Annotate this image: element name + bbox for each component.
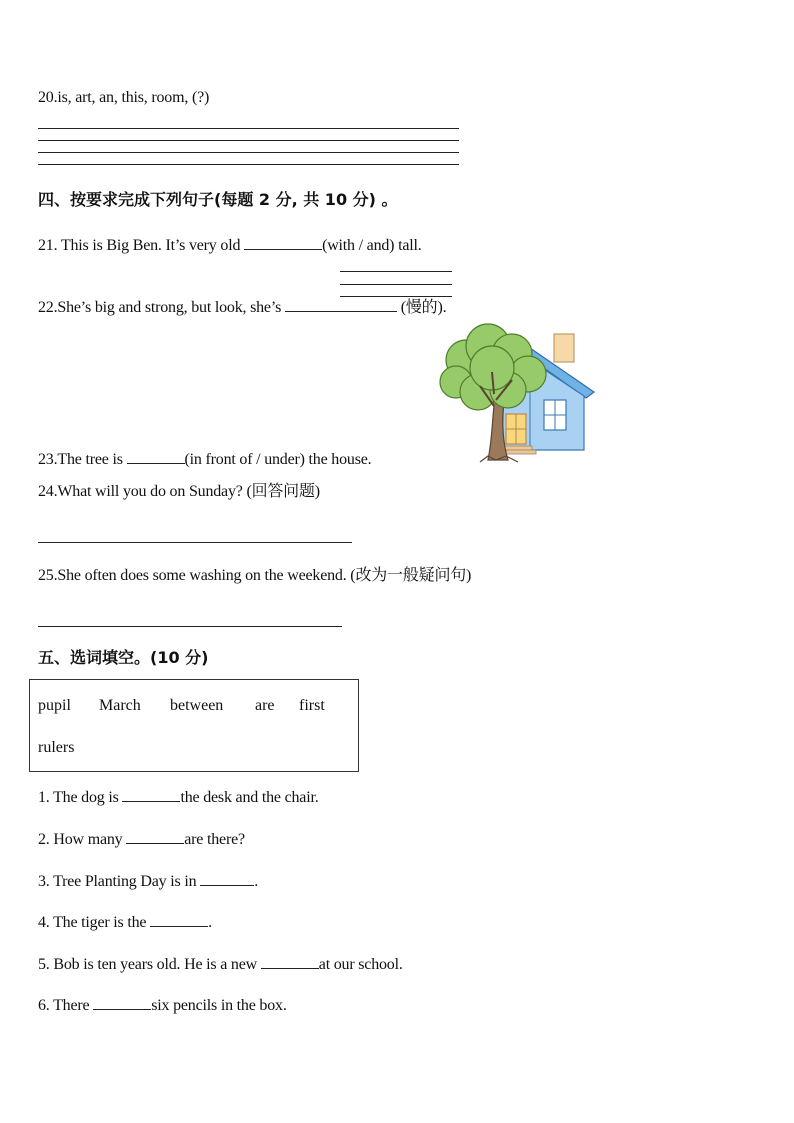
word-bank-item: March xyxy=(99,697,141,714)
answer-line[interactable] xyxy=(38,626,342,627)
fill-item-tail: . xyxy=(208,914,212,931)
fill-item-tail: are there? xyxy=(184,831,245,848)
fill-item xyxy=(38,953,403,975)
fill-item-tail: the desk and the chair. xyxy=(180,789,319,806)
fill-item-blank[interactable] xyxy=(150,911,208,927)
fill-item-text: 5. Bob is ten years old. He is a new xyxy=(38,956,257,973)
tree-and-house-illustration xyxy=(436,320,598,465)
word-bank-item: between xyxy=(170,697,224,714)
question-21-blank[interactable] xyxy=(244,234,322,250)
fill-item-text: 2. How many xyxy=(38,831,123,848)
question-22-tail: (慢的). xyxy=(400,299,447,316)
fill-item xyxy=(38,786,319,808)
answer-line[interactable] xyxy=(38,542,352,543)
section-5-title: 五、选词填空。(10 分) xyxy=(38,648,209,667)
fill-item-blank[interactable] xyxy=(93,994,151,1010)
fill-item xyxy=(38,994,287,1016)
question-21-text: 21. This is Big Ben. It’s very old xyxy=(38,237,241,254)
question-20-text: 20.is, art, an, this, room, (?) xyxy=(38,89,210,106)
section-4-title: 四、按要求完成下列句子(每题 2 分, 共 10 分) 。 xyxy=(38,190,398,209)
question-23-tail: (in front of / under) the house. xyxy=(184,451,372,468)
question-23-blank[interactable] xyxy=(127,448,185,464)
fill-item-blank[interactable] xyxy=(122,786,180,802)
answer-line[interactable] xyxy=(38,164,459,165)
fill-item-tail: six pencils in the box. xyxy=(151,997,287,1014)
question-25-text: 25.She often does some washing on the weekend. (改为一般疑问句) xyxy=(38,567,472,584)
fill-item-text: 1. The dog is xyxy=(38,789,119,806)
answer-line[interactable] xyxy=(38,152,459,153)
fill-item-tail: . xyxy=(254,873,258,890)
word-bank-item: pupil xyxy=(38,697,71,714)
question-23 xyxy=(38,448,371,470)
question-22-blank[interactable] xyxy=(285,296,397,312)
fill-item-text: 3. Tree Planting Day is in xyxy=(38,873,197,890)
word-bank-item: first xyxy=(299,697,325,714)
question-23-text: 23.The tree is xyxy=(38,451,123,468)
fill-item-blank[interactable] xyxy=(261,953,319,969)
answer-line[interactable] xyxy=(340,271,452,272)
fill-item xyxy=(38,911,212,933)
fill-item-blank[interactable] xyxy=(200,870,254,886)
question-22-text: 22.She’s big and strong, but look, she’s xyxy=(38,299,282,316)
chimney xyxy=(554,334,574,362)
fill-item xyxy=(38,870,258,892)
answer-line[interactable] xyxy=(340,284,452,285)
question-22 xyxy=(38,296,446,318)
question-24-text: 24.What will you do on Sunday? (回答问题) xyxy=(38,483,320,500)
answer-line[interactable] xyxy=(38,140,459,141)
question-21 xyxy=(38,234,422,256)
word-bank-item: rulers xyxy=(38,739,75,756)
word-bank-box xyxy=(29,679,359,772)
fill-item xyxy=(38,828,245,850)
fill-item-text: 6. There xyxy=(38,997,90,1014)
fill-item-text: 4. The tiger is the xyxy=(38,914,147,931)
fill-item-blank[interactable] xyxy=(126,828,184,844)
fill-item-tail: at our school. xyxy=(318,956,403,973)
word-bank-item: are xyxy=(255,697,275,714)
answer-line[interactable] xyxy=(38,128,459,129)
question-21-tail: (with / and) tall. xyxy=(322,237,422,254)
